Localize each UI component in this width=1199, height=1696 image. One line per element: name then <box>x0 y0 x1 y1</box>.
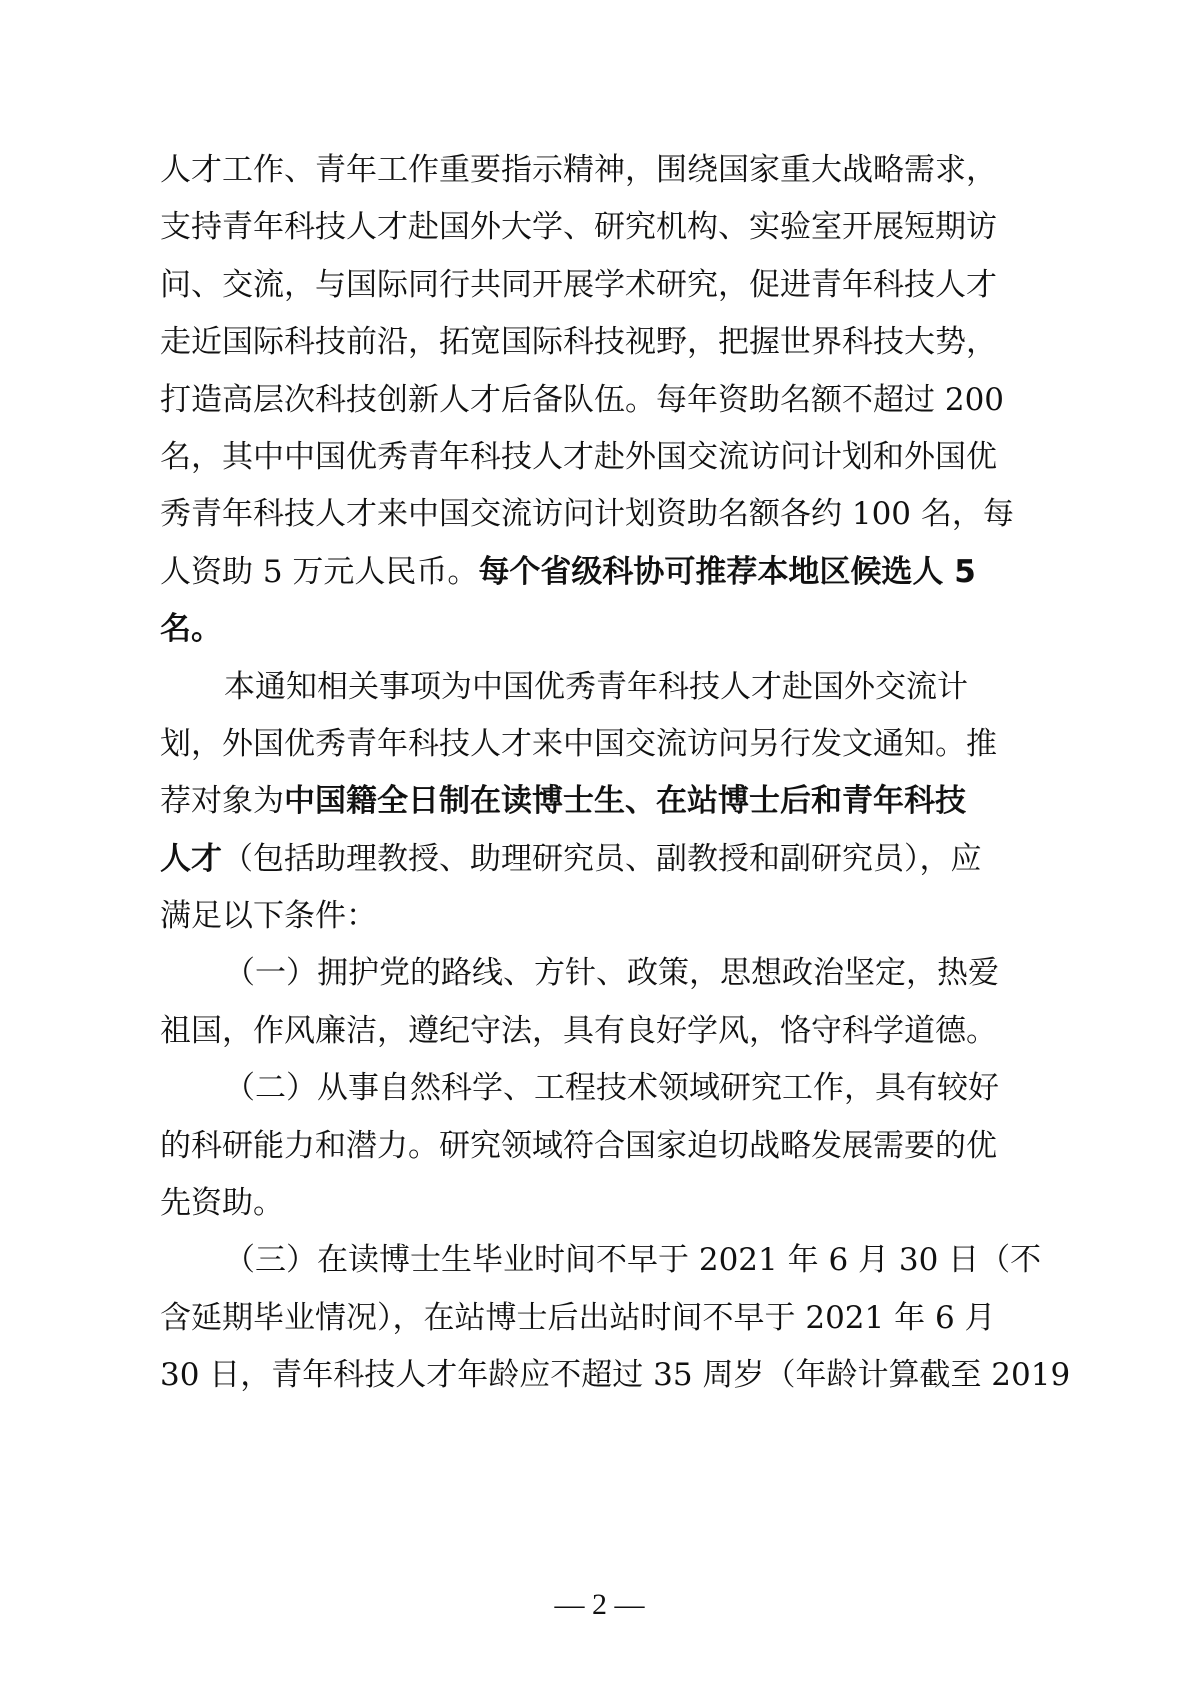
text-segment: 先资助。 <box>160 1185 284 1222</box>
text-segment: 秀青年科技人才来中国交流访问计划资助名额各约 100 名，每 <box>160 496 1014 533</box>
text-segment: 人才工作、青年工作重要指示精神，围绕国家重大战略需求， <box>160 152 997 188</box>
text-segment: 走近国际科技前沿，拓宽国际科技视野，把握世界科技大势， <box>160 324 997 361</box>
page-number: — 2 — <box>554 1588 645 1621</box>
text-segment: 荐对象为 <box>160 783 284 820</box>
text-line <box>160 314 997 371</box>
bold-text-segment: 每个省级科协可推荐本地区候选人 5 <box>478 553 976 590</box>
text-line <box>160 1118 997 1175</box>
text-line <box>160 1232 1042 1289</box>
text-line <box>160 888 952 945</box>
bold-text-segment: 中国籍全日制在读博士生、在站博士后和青年科技 <box>284 783 966 820</box>
text-segment: 满足以下条件： <box>160 898 377 935</box>
text-line <box>160 372 1005 429</box>
text-line <box>160 945 999 1002</box>
text-segment: 含延期毕业情况），在站博士后出站时间不早于 2021 年 6 月 <box>160 1299 996 1336</box>
text-line <box>160 773 966 830</box>
text-segment: 名，其中中国优秀青年科技人才赴外国交流访问计划和外国优 <box>160 438 997 475</box>
text-segment: 支持青年科技人才赴国外大学、研究机构、实验室开展短期访 <box>160 209 997 246</box>
text-line <box>160 831 982 888</box>
text-line <box>160 544 976 601</box>
text-segment: （一）拥护党的路线、方针、政策，思想政治坚定，热爱 <box>224 955 999 992</box>
text-segment: 划，外国优秀青年科技人才来中国交流访问另行发文通知。推 <box>160 725 997 762</box>
document-body <box>160 142 1071 1405</box>
text-line <box>160 142 997 199</box>
text-segment: 30 日，青年科技人才年龄应不超过 35 周岁（年龄计算截至 2019 <box>160 1357 1071 1394</box>
text-segment: 人资助 5 万元人民币。 <box>160 553 479 590</box>
text-line <box>160 659 968 716</box>
text-segment: （二）从事自然科学、工程技术领域研究工作，具有较好 <box>224 1070 999 1107</box>
text-line <box>160 486 1014 543</box>
text-segment: 本通知相关事项为中国优秀青年科技人才赴国外交流计 <box>224 668 968 705</box>
text-segment: 打造高层次科技创新人才后备队伍。每年资助名额不超过 200 <box>160 381 1005 418</box>
text-segment: 的科研能力和潜力。研究领域符合国家迫切战略发展需要的优 <box>160 1127 997 1164</box>
text-line <box>160 1347 1071 1404</box>
text-line <box>160 1175 952 1232</box>
text-line <box>160 716 997 773</box>
text-segment: （包括助理教授、助理研究员、副教授和副研究员），应 <box>222 840 982 877</box>
text-segment: 祖国，作风廉洁，遵纪守法，具有良好学风，恪守科学道德。 <box>160 1012 997 1049</box>
text-line <box>160 199 997 256</box>
text-line <box>160 601 952 658</box>
text-line <box>160 257 997 314</box>
text-line <box>160 1060 999 1117</box>
text-line <box>160 429 997 486</box>
bold-text-segment: 名。 <box>160 611 222 648</box>
text-line <box>160 1003 997 1060</box>
bold-text-segment: 人才 <box>160 840 222 877</box>
text-segment: 问、交流，与国际同行共同开展学术研究，促进青年科技人才 <box>160 266 997 303</box>
text-line <box>160 1290 996 1347</box>
text-segment: （三）在读博士生毕业时间不早于 2021 年 6 月 30 日（不 <box>224 1242 1042 1279</box>
